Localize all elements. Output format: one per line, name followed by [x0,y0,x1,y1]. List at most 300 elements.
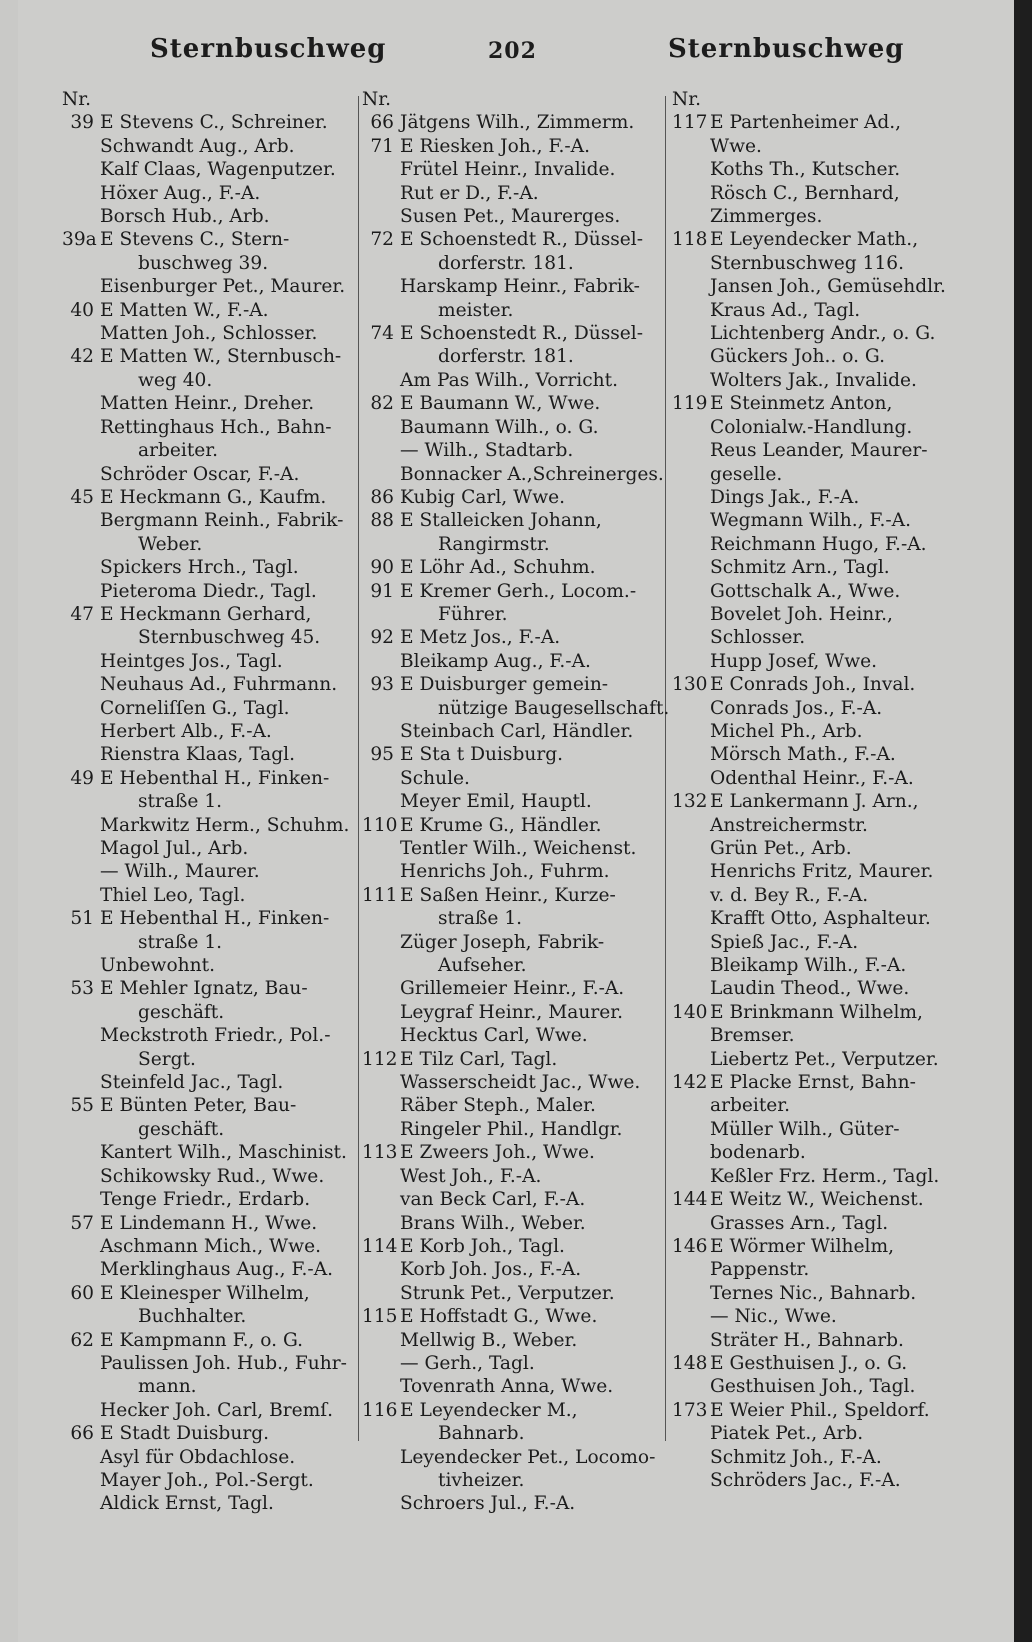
directory-entry [362,1118,662,1141]
entry-text: — Wilh., Maurer. [100,861,260,883]
directory-entry [672,252,992,275]
directory-entry [362,907,662,930]
entry-text: Bahnarb. [438,1423,525,1445]
directory-entry [672,369,992,392]
entry-text: Schmitz Arn., Tagl. [710,557,890,579]
directory-entry [672,814,992,837]
entry-text: Rut er D., F.-A. [400,182,539,204]
entry-text: Meyer Emil, Hauptl. [400,791,592,813]
directory-entry [672,884,992,907]
house-number: 82 [370,393,394,415]
entry-text: Bovelet Joh. Heinr., [710,603,893,625]
directory-entry [362,439,662,462]
entry-text: Buchhalter. [138,1306,247,1328]
directory-entry [672,1469,992,1492]
entry-text: Rangirmstr. [438,533,550,555]
directory-entry [362,1282,662,1305]
directory-entry [362,1071,662,1094]
directory-entry [672,486,992,509]
directory-entry [362,650,662,673]
house-number: 60 [70,1282,94,1304]
entry-text: Eisenburger Pet., Maurer. [100,276,346,298]
directory-entry [362,1024,662,1047]
directory-entry [362,673,662,696]
entry-text: Pieteroma Diedr., Tagl. [100,580,317,602]
entry-text: dorferstr. 181. [438,346,574,368]
entry-text: E Kleinesper Wilhelm, [100,1282,310,1304]
house-number: 42 [70,346,94,368]
directory-entry [362,228,662,251]
directory-entry [362,1469,662,1492]
directory-entry [62,1001,362,1024]
directory-entry [672,463,992,486]
directory-entry [62,954,362,977]
entry-text: Odenthal Heinr., F.-A. [710,767,914,789]
directory-entry [362,1305,662,1328]
entry-text: Steinbach Carl, Händler. [400,720,634,742]
directory-entry [362,509,662,532]
house-number: 93 [370,674,394,696]
entry-text: Räber Steph., Maler. [400,1095,596,1117]
directory-entry [62,299,362,322]
entry-text: E Baumann W., Wwe. [400,393,601,415]
entry-text: Reichmann Hugo, F.-A. [710,533,927,555]
directory-entry [62,860,362,883]
entry-text: Bonnacker A.,Schreinerges. [400,463,664,485]
entry-text: Pappenstr. [710,1259,810,1281]
entry-text: Sternbuschweg 116. [710,252,905,274]
directory-entry [362,556,662,579]
directory-entry [362,1375,662,1398]
entry-text: Bergmann Reinh., Fabrik- [100,510,344,532]
entry-text: Rettinghaus Hch., Bahn- [100,416,332,438]
directory-entry [62,837,362,860]
entry-text: straße 1. [138,931,223,953]
directory-entry [672,1235,992,1258]
directory-entry [672,977,992,1000]
directory-entry [362,275,662,298]
entry-text: E Lankermann J. Arn., [710,791,919,813]
entry-text: Mayer Joh., Pol.-Sergt. [100,1469,314,1491]
entry-text: Gückers Joh.. o. G. [710,346,885,368]
entry-text: Bremser. [710,1025,795,1047]
entry-text: E Steinmetz Anton, [710,393,893,415]
entry-text: meister. [438,299,514,321]
directory-entry [362,814,662,837]
directory-entry [672,1118,992,1141]
directory-entry [62,884,362,907]
house-number: 132 [672,791,708,813]
house-number: 115 [362,1306,398,1328]
directory-entry [362,931,662,954]
entry-text: Bleikamp Aug., F.-A. [400,650,591,672]
directory-entry [362,1399,662,1422]
entry-text: E Kremer Gerh., Locom.- [400,580,637,602]
directory-entry [362,790,662,813]
entry-text: Leygraf Heinr., Maurer. [400,1001,623,1023]
entry-text: Höxer Aug., F.-A. [100,182,261,204]
entry-text: E Brinkmann Wilhelm, [710,1001,923,1023]
directory-entry [672,767,992,790]
directory-entry [362,1422,662,1445]
directory-entry [362,1141,662,1164]
house-number: 72 [370,229,394,251]
entry-text: Am Pas Wilh., Vorricht. [400,369,618,391]
directory-entry [672,603,992,626]
entry-text: Sternbuschweg 45. [138,627,321,649]
entry-text: Müller Wilh., Güter- [710,1118,900,1140]
entry-text: Kalf Claas, Wagenputzer. [100,159,336,181]
entry-text: Matten Heinr., Dreher. [100,393,315,415]
directory-entry [672,299,992,322]
entry-text: mann. [138,1376,197,1398]
entry-text: Schwandt Aug., Arb. [100,135,295,157]
house-number: 140 [672,1001,708,1023]
house-number: 117 [672,112,708,134]
directory-entry [62,1282,362,1305]
entry-text: E Kampmann F., o. G. [100,1329,304,1351]
entry-text: Kubig Carl, Wwe. [400,486,566,508]
directory-entry [362,182,662,205]
entry-text: straße 1. [438,908,523,930]
directory-entry [672,1001,992,1024]
entry-text: E Gesthuisen J., o. G. [710,1352,908,1374]
entry-text: E Korb Joh., Tagl. [400,1235,565,1257]
entry-text: Jätgens Wilh., Zimmerm. [400,112,635,134]
directory-entry [362,533,662,556]
entry-text: Susen Pet., Maurerges. [400,206,621,228]
house-number: 95 [370,744,394,766]
entry-text: Baumann Wilh., o. G. [400,416,599,438]
directory-entry [62,135,362,158]
house-number: 74 [370,323,394,345]
directory-entry [672,907,992,930]
directory-entry [362,1001,662,1024]
entry-text: Hupp Josef, Wwe. [710,650,878,672]
directory-entry [362,580,662,603]
house-number: 146 [672,1235,708,1257]
entry-text: Keßler Frz. Herm., Tagl. [710,1165,940,1187]
entry-text: Meckstroth Friedr., Pol.- [100,1025,331,1047]
directory-entry [362,369,662,392]
directory-entry [672,205,992,228]
entry-text: Schröders Jac., F.-A. [710,1469,901,1491]
entry-text: Spickers Hrch., Tagl. [100,557,299,579]
directory-entry [62,650,362,673]
entry-text: Unbewohnt. [100,955,215,977]
entry-text: E Zweers Joh., Wwe. [400,1142,595,1164]
entry-text: E Hebenthal H., Finken- [100,908,330,930]
house-number: 144 [672,1189,708,1211]
entry-text: Sergt. [138,1048,196,1070]
directory-entry [672,1212,992,1235]
column-heading-nr [62,88,362,111]
directory-entry [62,392,362,415]
directory-entry [672,1258,992,1281]
directory-entry [672,931,992,954]
directory-entry [62,767,362,790]
directory-entry [62,1422,362,1445]
entry-text: Schikowsky Rud., Wwe. [100,1165,325,1187]
entry-text: — Nic., Wwe. [710,1306,837,1328]
directory-entry [362,322,662,345]
entry-text: Heintges Jos., Tagl. [100,650,283,672]
house-number: 118 [672,229,708,251]
house-number: 88 [370,510,394,532]
directory-entry [672,158,992,181]
directory-entry [672,1165,992,1188]
directory-entry [62,1492,362,1515]
entry-text: E Weitz W., Weichenst. [710,1189,924,1211]
entry-text: Tovenrath Anna, Wwe. [400,1376,614,1398]
entry-text: Hecktus Carl, Wwe. [400,1025,588,1047]
entry-text: Thiel Leo, Tagl. [100,884,246,906]
house-number: 71 [370,135,394,157]
house-number: 53 [70,978,94,1000]
house-number: 49 [70,767,94,789]
entry-text: buschweg 39. [138,252,269,274]
house-number: 90 [370,557,394,579]
entry-text: Harskamp Heinr., Fabrik- [400,276,640,298]
entry-text: Neuhaus Ad., Fuhrmann. [100,674,338,696]
directory-entry [362,860,662,883]
directory-entry [672,743,992,766]
house-number: 57 [70,1212,94,1234]
entry-text: Piatek Pet., Arb. [710,1423,864,1445]
house-number: 119 [672,393,708,415]
house-number: 66 [70,1423,94,1445]
entry-text: Nr. [362,89,392,110]
directory-entry [62,1258,362,1281]
directory-entry [362,603,662,626]
directory-entry [62,907,362,930]
entry-text: E Stevens C., Stern- [100,229,290,251]
entry-text: E Riesken Joh., F.-A. [400,135,591,157]
house-number: 110 [362,814,398,836]
directory-entry [362,954,662,977]
directory-entry [672,720,992,743]
directory-entry [362,1188,662,1211]
directory-entry [62,182,362,205]
directory-entry [62,252,362,275]
entry-text: Aufseher. [438,955,527,977]
entry-text: E Heckmann G., Kaufm. [100,486,327,508]
entry-text: Reus Leander, Maurer- [710,440,928,462]
entry-text: Jansen Joh., Gemüsehdlr. [710,276,946,298]
entry-text: Herbert Alb., F.-A. [100,720,272,742]
directory-entry [672,1048,992,1071]
entry-text: E Leyendecker M., [400,1399,578,1421]
entry-text: E Placke Ernst, Bahn- [710,1072,916,1094]
directory-entry [62,931,362,954]
directory-entry [362,299,662,322]
directory-entry [362,486,662,509]
entry-text: bodenarb. [710,1142,806,1164]
directory-entry [362,884,662,907]
entry-text: Liebertz Pet., Verputzer. [710,1048,939,1070]
directory-entry [672,182,992,205]
directory-entry [672,697,992,720]
entry-text: geselle. [710,463,783,485]
entry-text: Ringeler Phil., Handlgr. [400,1118,623,1140]
directory-entry [62,977,362,1000]
directory-entry [62,626,362,649]
directory-entry [672,790,992,813]
directory-entry [62,814,362,837]
entry-text: Strunk Pet., Verputzer. [400,1282,615,1304]
entry-text: Matten Joh., Schlosser. [100,323,318,345]
entry-text: v. d. Bey R., F.-A. [710,884,869,906]
entry-text: E Matten W., F.-A. [100,299,269,321]
house-number: 142 [672,1072,708,1094]
directory-entry [672,1352,992,1375]
house-number: 66 [370,112,394,134]
directory-entry [362,345,662,368]
entry-text: Wwe. [710,135,762,157]
house-number: 92 [370,627,394,649]
entry-text: E Partenheimer Ad., [710,112,902,134]
entry-text: E Saßen Heinr., Kurze- [400,884,616,906]
entry-text: weg 40. [138,369,213,391]
directory-entry [362,1235,662,1258]
directory-entry [672,1399,992,1422]
entry-text: Asyl für Obdachlose. [100,1446,296,1468]
house-number: 111 [362,884,398,906]
entry-text: Anstreichermstr. [710,814,868,836]
entry-text: West Joh., F.-A. [400,1165,542,1187]
directory-entry [362,1094,662,1117]
entry-text: E Schoenstedt R., Düssel- [400,323,644,345]
entry-text: E Hebenthal H., Finken- [100,767,330,789]
directory-entry [62,205,362,228]
entry-text: Zimmerges. [710,206,823,228]
house-number: 55 [70,1095,94,1117]
entry-text: Henrichs Fritz, Maurer. [710,861,934,883]
directory-entry [62,1399,362,1422]
entry-text: arbeiter. [710,1095,791,1117]
entry-text: E Schoenstedt R., Düssel- [400,229,644,251]
entry-text: Krafft Otto, Asphalteur. [710,908,931,930]
directory-entry [672,1282,992,1305]
directory-entry [672,228,992,251]
directory-entry [672,1094,992,1117]
directory-entry [362,1048,662,1071]
directory-entry [672,1446,992,1469]
directory-entry [362,720,662,743]
column-3 [672,88,992,1492]
entry-text: dorferstr. 181. [438,252,574,274]
directory-entry [362,1165,662,1188]
entry-text: — Gerh., Tagl. [400,1352,535,1374]
entry-text: Bleikamp Wilh., F.-A. [710,955,907,977]
entry-text: arbeiter. [138,440,219,462]
entry-text: Aschmann Mich., Wwe. [100,1235,321,1257]
directory-entry [362,1329,662,1352]
entry-text: — Wilh., Stadtarb. [400,440,574,462]
house-number: 116 [362,1399,398,1421]
directory-entry [672,837,992,860]
directory-entry [62,158,362,181]
entry-text: Grün Pet., Arb. [710,838,852,859]
house-number: 39 [70,112,94,134]
directory-entry [672,392,992,415]
directory-entry [672,1188,992,1211]
directory-entry [62,1118,362,1141]
entry-text: E Hoffstadt G., Wwe. [400,1306,598,1328]
column-2 [362,88,670,1516]
directory-entry [672,673,992,696]
directory-entry [672,135,992,158]
entry-text: straße 1. [138,791,223,813]
house-number: 51 [70,908,94,930]
directory-entry [362,463,662,486]
directory-entry [62,1094,362,1117]
entry-text: Aldick Ernst, Tagl. [100,1493,274,1515]
directory-entry [62,1141,362,1164]
directory-entry [672,556,992,579]
entry-text: van Beck Carl, F.-A. [400,1189,586,1211]
house-number: 112 [362,1048,398,1070]
entry-text: tivheizer. [438,1469,525,1491]
directory-entry [62,1352,362,1375]
entry-text: Nr. [672,89,702,110]
entry-text: E Heckmann Gerhard, [100,603,312,625]
entry-text: Schlosser. [710,627,806,649]
header-right-street: Sternbuschweg [668,34,905,64]
entry-text: E Metz Jos., F.-A. [400,627,561,649]
entry-text: Schule. [400,767,470,789]
entry-text: E Leyendecker Math., [710,229,919,251]
entry-text: E Matten W., Sternbusch- [100,346,342,368]
entry-text: E Conrads Joh., Inval. [710,674,916,696]
entry-text: E Tilz Carl, Tagl. [400,1048,558,1070]
directory-entry [362,1492,662,1515]
directory-entry [62,1305,362,1328]
house-number: 91 [370,580,394,602]
directory-entry [362,135,662,158]
directory-entry [362,205,662,228]
directory-entry [62,228,362,251]
entry-text: Rösch C., Bernhard, [710,182,900,204]
directory-entry [362,743,662,766]
directory-entry [62,463,362,486]
entry-text: Dings Jak., F.-A. [710,486,860,508]
entry-text: E Weier Phil., Speldorf. [710,1399,930,1421]
column-heading-nr [362,88,662,111]
directory-entry [362,111,662,134]
directory-entry [62,416,362,439]
directory-entry [62,1446,362,1469]
entry-text: Schroers Jul., F.-A. [400,1493,576,1515]
directory-entry [62,556,362,579]
entry-text: Führer. [438,603,508,625]
directory-entry [672,111,992,134]
entry-text: Conrads Jos., F.-A. [710,697,883,719]
entry-text: Paulissen Joh. Hub., Fuhr- [100,1352,347,1374]
directory-entry [62,275,362,298]
entry-text: E Lindemann H., Wwe. [100,1212,318,1234]
entry-text: Korb Joh. Jos., F.-A. [400,1259,582,1281]
house-number: 40 [70,299,94,321]
directory-entry [362,158,662,181]
entry-text: Lichtenberg Andr., o. G. [710,323,936,345]
directory-entry [672,1305,992,1328]
directory-entry [362,1212,662,1235]
directory-entry [62,439,362,462]
directory-entry [62,486,362,509]
directory-entry [362,1446,662,1469]
directory-entry [62,603,362,626]
